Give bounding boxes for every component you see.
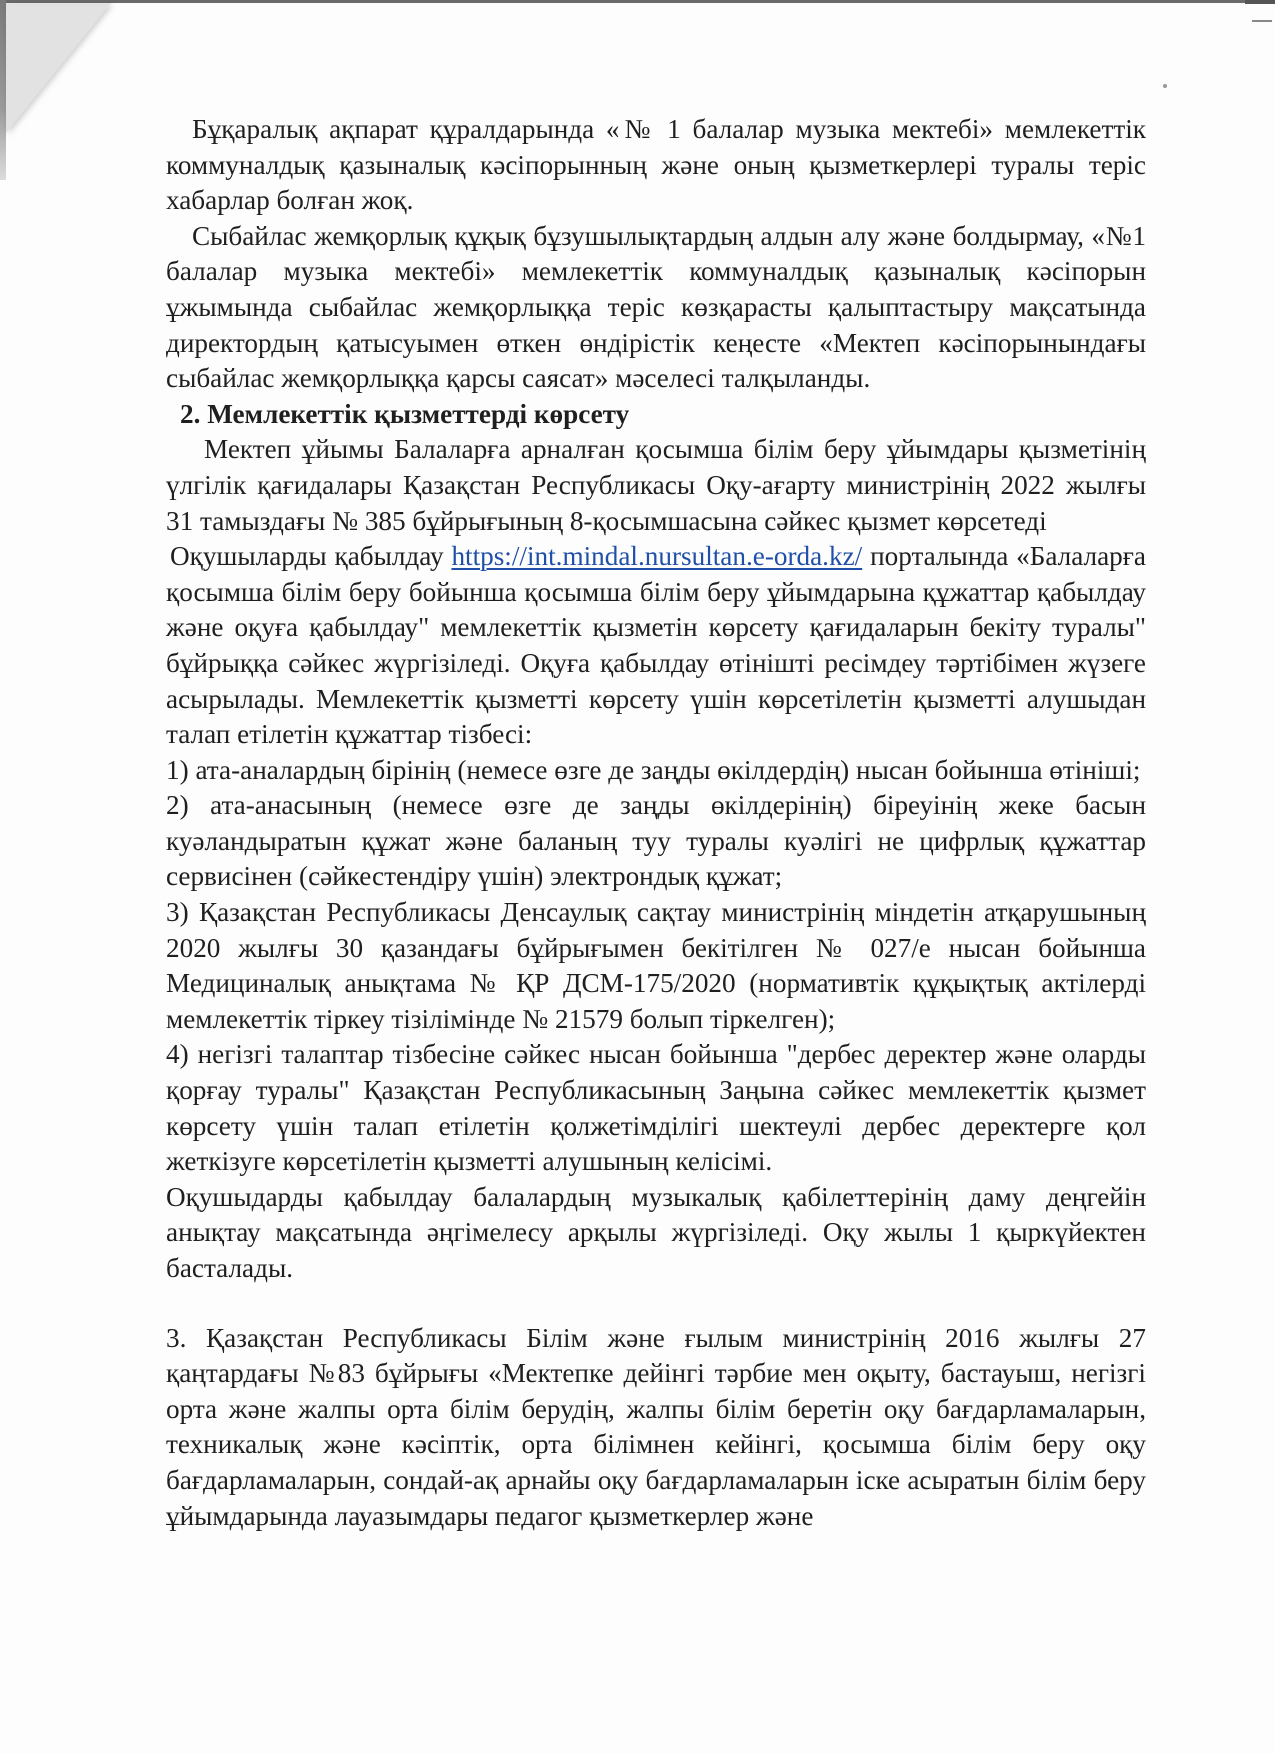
list-item-identity-document: 2) ата-анасының (немесе өзге де заңды өкілдерінің) біреуінің жеке басын куәландыратын құжат және баланың туу туралы куәлігі не цифрлық құжаттар сервисінен (сәйкестендіру үшін) электрондық құжат; xyxy=(166,790,1146,892)
paragraph-service-rules: Мектеп ұйымы Балаларға арналған қосымша білім беру ұйымдары қызметінің үлгілік қағидалары Қазақстан Республикасы Оқу-ағарту министрінің 2022 жылғы 31 тамыздағы № 385 бұйрығының 8-қосымшасына сәйкес қызмет көрсетеді xyxy=(166,434,1146,536)
paragraph-admission-interview: Оқушыдарды қабылдау балалардың музыкалық қабілеттерінің даму деңгейін анықтау мақсатында әңгімелесу арқылы жүргізіледі. Оқу жылы 1 қыркүйектен басталады. xyxy=(166,1181,1146,1283)
scan-speck xyxy=(1163,84,1167,88)
portal-link[interactable]: https://int.mindal.nursultan.e-orda.kz/ xyxy=(451,541,863,572)
scan-mark-dash xyxy=(1252,20,1272,22)
admission-text-end: порталында «Балаларға қосымша білім беру бойынша қосымша білім беру ұйымдарына құжаттар қабылдау және оқуға қабылдау" мемлекеттік қызметін көрсету қағидаларын бекіту туралы" бұйрыққа сәйкес жүргізіледі. Оқуға қабылдау өтінішті ресімдеу тәртібімен жүзеге асырылады. Мемлекеттік қызметті көрсету үшін көрсетілетін қызметті алушыдан талап етілетін құжаттар тізбесі: xyxy=(166,541,1146,750)
list-item-personal-data-consent: 4) негізгі талаптар тізбесіне сәйкес нысан бойынша "дербес деректер және оларды қорғау туралы" Қазақстан Республикасының Заңына сәйкес мемлекеттік қызмет көрсету үшін талап етілетін қолжетімділігі шектеулі дербес деректерге қол жеткізуге көрсетілетін қызметті алушының келісімі. xyxy=(166,1039,1146,1177)
list-item-application: 1) ата-аналардың бірінің (немесе өзге де заңды өкілдердің) нысан бойынша өтініші; xyxy=(166,754,1141,785)
admission-text-start: Оқушыларды қабылдау xyxy=(170,541,452,572)
paragraph-anti-corruption: Сыбайлас жемқорлық құқық бұзушылықтардың алдын алу және болдырмау, «№1 балалар музыка мектебі» мемлекеттік коммуналдық қазыналық кәсіпорын ұжымында сыбайлас жемқорлыққа теріс көзқарасты қалыптастыру мақсатында директордың қатысуымен өткен өндірістік кеңесте «Мектеп кәсіпорынындағы сыбайлас жемқорлыққа қарсы саясат» мәселесі талқыланды. xyxy=(166,220,1146,394)
document-body xyxy=(166,112,1146,1534)
scan-edge-top xyxy=(0,0,1275,3)
scan-mark-top-right xyxy=(1245,0,1275,4)
paragraph-media-reports: Бұқаралық ақпарат құралдарында «№ 1 балалар музыка мектебі» мемлекеттік коммуналдық қазыналық кәсіпорынның және оның қызметкерлері туралы теріс хабарлар болған жоқ. xyxy=(166,114,1146,216)
paragraph-ministry-order: 3. Қазақстан Республикасы Білім және ғылым министрінің 2016 жылғы 27 қаңтардағы №83 бұйрығы «Мектепке дейінгі тәрбие мен оқыту, бастауыш, негізгі орта және жалпы орта білім берудің, жалпы білім беретін оқу бағдарламаларын, техникалық және кәсіптік, орта білімнен кейінгі, қосымша білім беру оқу бағдарламаларын, сондай-ақ арнайы оқу бағдарламаларын іске асыратын білім беру ұйымдарында лауазымдары педагог қызметкерлер және xyxy=(166,1322,1146,1531)
section-heading-public-services: 2. Мемлекеттік қызметтерді көрсету xyxy=(180,398,630,429)
paragraph-admission-portal xyxy=(166,539,1146,753)
folded-corner xyxy=(6,3,111,133)
list-item-medical-certificate: 3) Қазақстан Республикасы Денсаулық сақтау министрінің міндетін атқарушының 2020 жылғы 30 қазандағы бұйрығымен бекітілген № 027/е нысан бойынша Медициналық анықтама № ҚР ДСМ-175/2020 (нормативтік құқықтық актілерді мемлекеттік тіркеу тізілімінде № 21579 болып тіркелген); xyxy=(166,897,1146,1034)
